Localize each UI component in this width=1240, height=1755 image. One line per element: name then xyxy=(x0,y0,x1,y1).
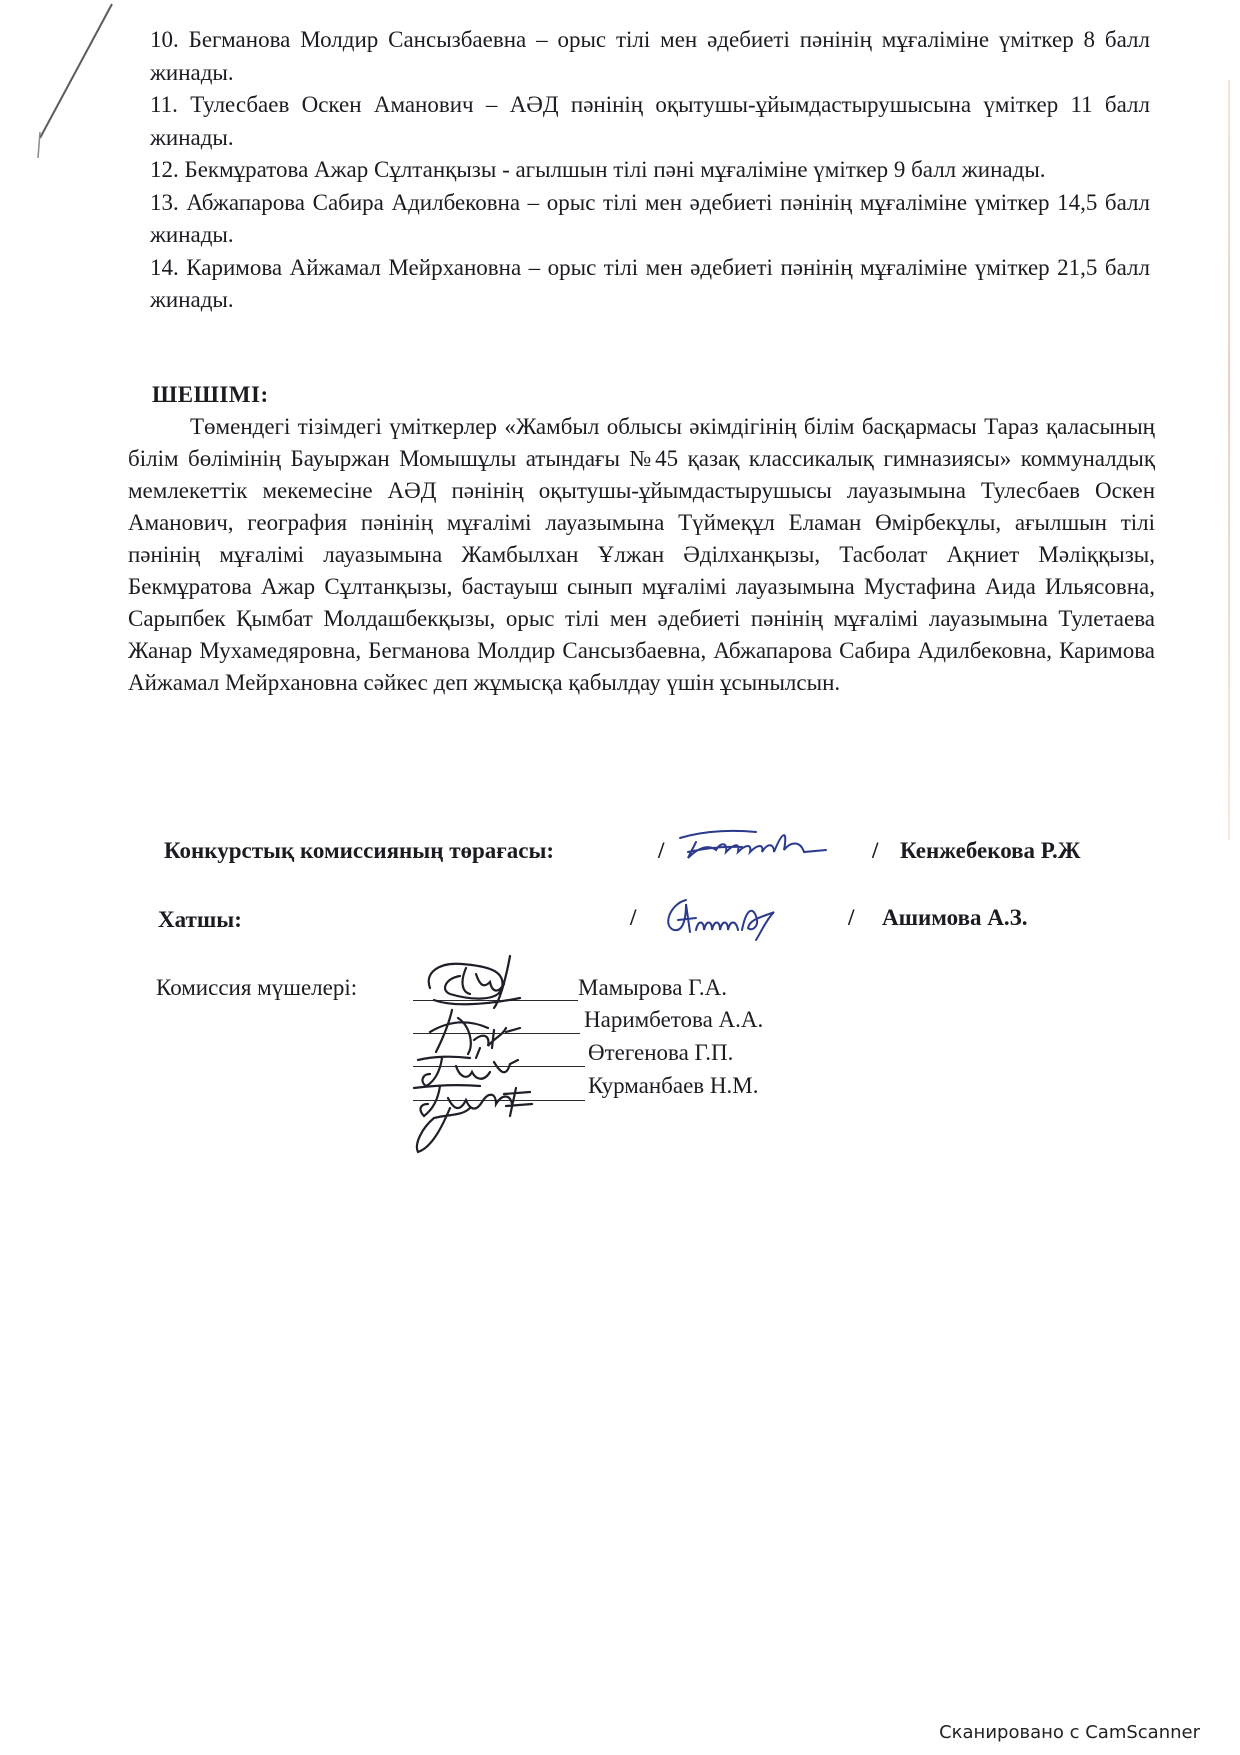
candidate-item-14: 14. Каримова Айжамал Мейрхановна – орыс тілі мен әдебиеті пәнінің мұғаліміне үміткер 21,5 балл жинады. xyxy=(150,254,1150,312)
members-signatures xyxy=(410,948,600,1158)
chair-slash-left: / xyxy=(658,838,665,863)
paper-edge-shadow xyxy=(1228,80,1230,840)
member-name-3: Өтегенова Г.П. xyxy=(588,1040,734,1065)
paper-crease-mark xyxy=(0,0,130,160)
member-name-1: Мамырова Г.А. xyxy=(578,975,727,1000)
member-name-4: Курманбаев Н.М. xyxy=(588,1073,759,1098)
candidate-item-13: 13. Абжапарова Сабира Адилбековна – орыс тілі мен әдебиеті пәнінің мұғаліміне үміткер 14,5 балл жинады. xyxy=(150,189,1150,247)
candidate-item-12: 12. Бекмұратова Ажар Сұлтанқызы - агылшын тілі пәні мұғаліміне үміткер 9 балл жинады. xyxy=(150,157,1046,182)
decision-heading: ШЕШІМІ: xyxy=(152,382,269,407)
candidate-item-10: 10. Бегманова Молдир Сансызбаевна – орыс тілі мен әдебиеті пәнінің мұғаліміне үміткер 8 балл жинады. xyxy=(150,27,1150,85)
chair-signature xyxy=(676,822,836,866)
chair-slash-right: / xyxy=(872,838,879,863)
decision-text: Төмендегі тізімдегі үміткерлер «Жамбыл облысы әкімдігінің білім басқармасы Тараз қаласының білім бөлімінің Бауыржан Момышұлы атындағы №45 қазақ классикалық гимназиясы» коммуналдық мемлекеттік мекемесіне АӘД пәнінің оқытушы-ұйымдастырушысы лауазымына Тулесбаев Оскен Аманович, география пәнінің мұғалімі лауазымына Түймеқұл Еламан Өмірбекұлы, ағылшын тілі пәнінің мұғалімі лауазымына Жамбылхан Ұлжан Әділханқызы, Тасболат Ақниет Мәліққызы, Бекмұратова Ажар Сұлтанқызы, бастауыш сынып мұғалімі лауазымына Мустафина Аида Ильясовна, Сарыпбек Қымбат Молдашбекқызы, орыс тілі мен әдебиеті пәнінің мұғалімі лауазымына Тулетаева Жанар Мухамедяровна, Бегманова Молдир Сансызбаевна, Абжапарова Сабира Адилбековна, Каримова Айжамал Мейрхановна сәйкес деп жұмысқа қабылдау үшін ұсынылсын. xyxy=(128,414,1155,695)
candidate-item-11: 11. Тулесбаев Оскен Аманович – АӘД пәнінің оқытушы-ұйымдастырушысына үміткер 11 балл жинады. xyxy=(150,92,1150,150)
chair-name: Кенжебекова Р.Ж xyxy=(900,838,1081,863)
secretary-signature xyxy=(656,890,796,942)
chair-label: Конкурстық комиссияның төрағасы: xyxy=(164,838,555,863)
member-name-2: Наримбетова А.А. xyxy=(584,1007,764,1032)
secretary-slash-left: / xyxy=(630,905,637,930)
secretary-label: Хатшы: xyxy=(158,907,242,932)
secretary-name: Ашимова А.З. xyxy=(882,905,1028,930)
members-label: Комиссия мүшелері: xyxy=(156,975,358,1000)
secretary-slash-right: / xyxy=(848,905,855,930)
candidate-list xyxy=(150,24,1150,317)
scanner-watermark: Сканировано с CamScanner xyxy=(939,1722,1200,1743)
